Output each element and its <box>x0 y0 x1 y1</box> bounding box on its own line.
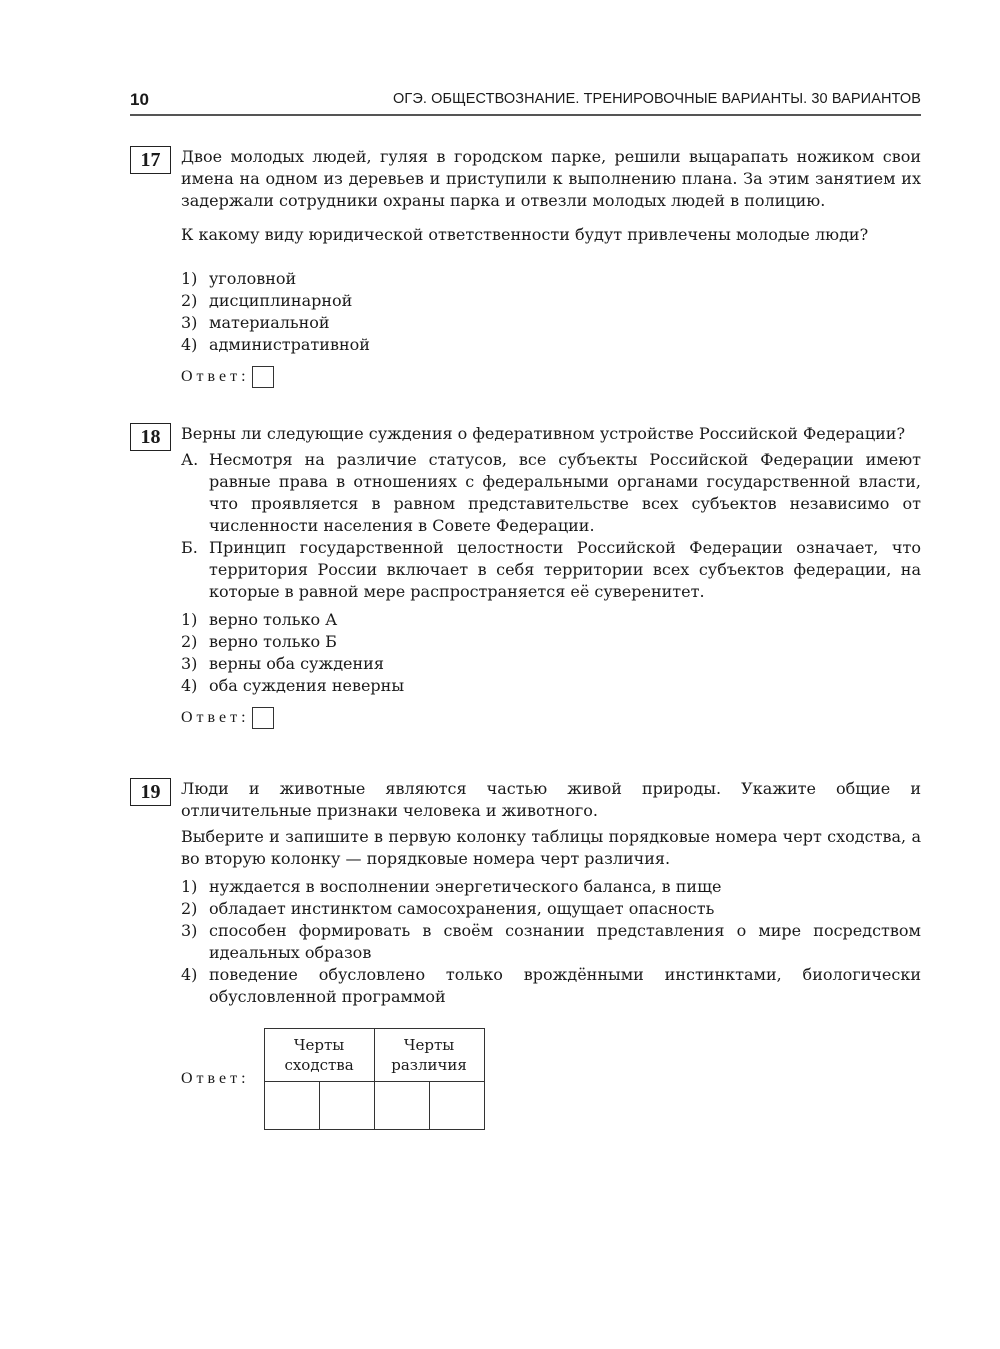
option-item <box>181 334 921 356</box>
option-text: дисциплинарной <box>209 291 353 310</box>
option-text: верны оба суждения <box>209 654 384 673</box>
option-number: 1) <box>181 877 198 896</box>
option-text: уголовной <box>209 269 297 288</box>
option-number: 3) <box>181 654 198 673</box>
answer-cell[interactable] <box>264 1082 319 1130</box>
option-item <box>181 312 921 334</box>
answer-label: Ответ: <box>181 368 250 385</box>
page-number: 10 <box>130 90 149 109</box>
header-similarities: Черты сходства <box>264 1029 374 1082</box>
option-item <box>181 609 921 631</box>
option-number: 4) <box>181 676 198 695</box>
task-question: К какому виду юридической ответственности будут привлечены молодые люди? <box>181 225 869 244</box>
option-number: 1) <box>181 269 198 288</box>
option-item <box>181 268 921 290</box>
option-item <box>181 675 921 697</box>
running-title: ОГЭ. ОБЩЕСТВОЗНАНИЕ. ТРЕНИРОВОЧНЫЕ ВАРИАНТЫ. 30 ВАРИАНТОВ <box>392 91 921 107</box>
option-text: поведение обусловлено только врождёнными инстинктами, биологически обусловленной программой <box>209 965 921 1006</box>
option-item <box>181 876 921 898</box>
option-item <box>181 898 921 920</box>
options-list <box>181 876 921 1008</box>
statement-letter: А. <box>181 450 199 469</box>
option-number: 1) <box>181 610 198 629</box>
header-differences: Черты различия <box>374 1029 484 1082</box>
option-number: 3) <box>181 313 198 332</box>
option-number: 4) <box>181 335 198 354</box>
option-text: способен формировать в своём сознании представления о мире посредством идеальных образов <box>209 921 921 962</box>
statement-text: Несмотря на различие статусов, все субъекты Российской Федерации имеют равные права в отношениях с федеральными органами государственной власти, что проявляется в равном представительстве всех субъектов независимо от численности населения в Совете Федерации. <box>209 450 921 535</box>
options-list <box>181 609 921 697</box>
answer-cell[interactable] <box>319 1082 374 1130</box>
answer-row <box>181 707 921 729</box>
option-number: 3) <box>181 921 198 940</box>
task-number: 18 <box>130 423 171 451</box>
answer-label: Ответ: <box>181 1070 250 1087</box>
statement-text: Принцип государственной целостности Российской Федерации означает, что территория России включает в себя территории всех субъектов федерации, на которые в равной мере распространяется её суверенитет. <box>209 538 921 601</box>
option-item <box>181 653 921 675</box>
option-item <box>181 631 921 653</box>
option-item <box>181 964 921 1008</box>
option-text: обладает инстинктом самосохранения, ощущает опасность <box>209 899 715 918</box>
option-number: 2) <box>181 632 198 651</box>
answer-box[interactable] <box>252 366 274 388</box>
statement-letter: Б. <box>181 538 198 557</box>
option-item <box>181 920 921 964</box>
options-list <box>181 268 921 356</box>
task-text: Верны ли следующие суждения о федеративном устройстве Российской Федерации? <box>181 424 906 443</box>
task-18 <box>130 423 921 729</box>
option-text: верно только А <box>209 610 338 629</box>
task-number: 19 <box>130 778 171 806</box>
option-number: 2) <box>181 899 198 918</box>
option-text: материальной <box>209 313 330 332</box>
task-number: 17 <box>130 146 171 174</box>
option-text: оба суждения неверны <box>209 676 405 695</box>
option-number: 4) <box>181 965 198 984</box>
answer-table <box>264 1028 485 1130</box>
answer-cell[interactable] <box>429 1082 484 1130</box>
answer-box[interactable] <box>252 707 274 729</box>
answer-cell[interactable] <box>374 1082 429 1130</box>
answer-row <box>181 1028 921 1130</box>
task-text: Двое молодых людей, гуляя в городском парке, решили выцарапать ножиком свои имена на одном из деревьев и приступили к выполнению плана. За этим занятием их задержали сотрудники охраны парка и отвезли молодых людей в полицию. <box>181 147 921 210</box>
page-header <box>130 88 921 116</box>
task-17 <box>130 146 921 388</box>
statement-a <box>181 449 921 537</box>
task-19 <box>130 778 921 1130</box>
task-instruction: Выберите и запишите в первую колонку таблицы порядковые номера черт сходства, а во вторую колонку — порядковые номера черт различия. <box>181 827 921 868</box>
answer-label: Ответ: <box>181 709 250 726</box>
option-item <box>181 290 921 312</box>
answer-row <box>181 366 921 388</box>
statement-b <box>181 537 921 603</box>
option-text: нуждается в восполнении энергетического баланса, в пище <box>209 877 722 896</box>
option-number: 2) <box>181 291 198 310</box>
task-text: Люди и животные являются частью живой природы. Укажите общие и отличительные признаки человека и животного. <box>181 779 921 820</box>
option-text: административной <box>209 335 370 354</box>
option-text: верно только Б <box>209 632 337 651</box>
